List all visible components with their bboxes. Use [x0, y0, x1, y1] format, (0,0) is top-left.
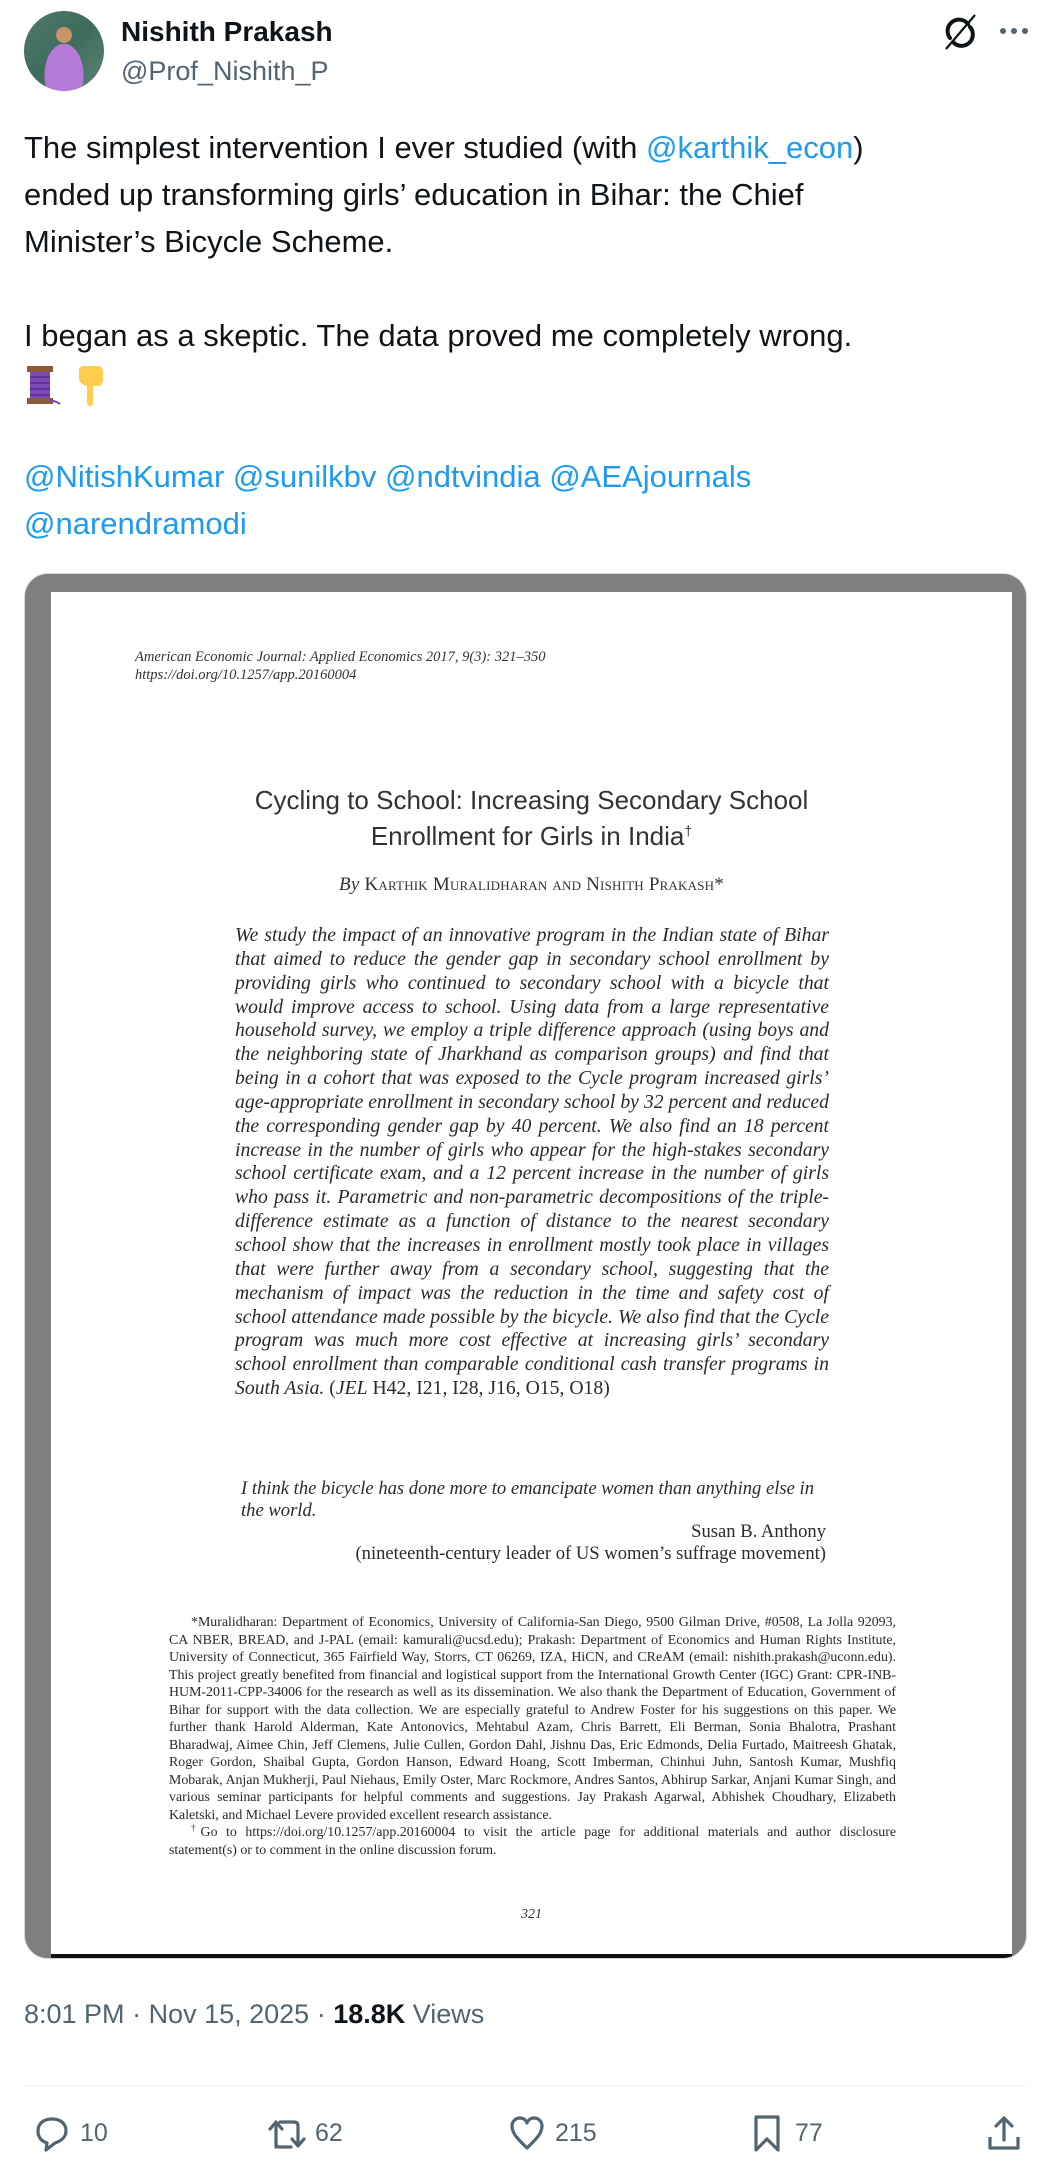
heart-icon: [507, 2113, 547, 2153]
repost-icon: [267, 2113, 307, 2153]
epigraph: I think the bicycle has done more to emancipate women than anything else in the world. Susan B. Anthony (nineteenth-century leader of US women’s suffrage movement): [241, 1478, 826, 1564]
mention-link[interactable]: @karthik_econ: [646, 130, 854, 165]
like-count: 215: [555, 2118, 597, 2147]
paper-footnotes: *Muralidharan: Department of Economics, University of California-San Diego, 9500 Gilman Drive, #0508, La Jolla 92093, CA NBER, BREAD, and J-PAL (email: kamurali@ucsd.edu); Prakash: Department of Economics and Human Rights Institute, University of Connecticut, 365 Fairfield Way, Storrs, CT 06269, IZA, HiCN, and CReAM (email: nishith.prakash@uconn.edu). This project greatly benefited from financial and logistical support from the International Growth Center (IGC) Grant: CPR-INB-HUM-2011-CPP-34006 for the research as well as its dissemination. We also thank the Department of Education, Government of Bihar for support with the data collection. We are especially grateful to Andrew Foster for his suggestions on this paper. We further thank Harold Alderman, Kate Antonovics, Mehtabul Azam, Chris Barrett, Eli Berman, Sonia Bhalotra, Prashant Bharadwaj, Aimee Chin, Jeff Clemens, Julie Cullen, Gordon Dahl, Jishnu Das, Eric Edmonds, Delia Furtado, Maitreesh Ghatak, Roger Gordon, Shaibal Gupta, Gordon Hanson, Edward Hoang, Scott Imberman, Chinhui Juhn, Santosh Kumar, Mushfiq Mobarak, Anjan Mukherji, Paul Niehaus, Emily Oster, Marc Rockmore, Andres Santos, Abhirup Sarkar, Anjani Kumar Singh, and various seminar participants for helpful comments and suggestions. Jay Prakash Agarwal, Abhishek Choudhary, Elizabeth Kaletski, and Michael Levere provided excellent research assistance. †Go to https://doi.org/10.1257/app.20160004 to visit the article page for additional materials and author disclosure statement(s) or to comment in the online discussion forum.: [169, 1615, 896, 1858]
mentions-line-1: [24, 453, 1024, 500]
reply-icon: [32, 2113, 72, 2153]
bookmark-count: 77: [795, 2118, 823, 2147]
more-icon[interactable]: [997, 14, 1031, 48]
author-handle[interactable]: @Prof_Nishith_P: [121, 56, 329, 86]
bookmark-icon: [747, 2113, 787, 2153]
thread-spool-emoji: [24, 364, 62, 406]
tweet-media-image[interactable]: [24, 573, 1027, 1959]
mention-link[interactable]: @narendramodi: [24, 506, 247, 541]
mention-link[interactable]: @sunilkbv: [232, 459, 377, 494]
mention-link[interactable]: @ndtvindia: [385, 459, 541, 494]
reply-button[interactable]: [32, 2105, 108, 2161]
tweet-line-2: ended up transforming girls’ education in Bihar: the Chief: [24, 177, 804, 212]
mentions-line-2: [24, 500, 1024, 547]
page-number: 321: [521, 1907, 542, 1922]
paper-byline: By Karthik Muralidharan and Nishith Prakash*: [339, 874, 724, 895]
mention-link[interactable]: @AEAjournals: [549, 459, 752, 494]
grok-icon[interactable]: [940, 12, 980, 52]
tweet-meta: 8:01 PM · Nov 15, 2025 · 18.8K Views: [24, 1999, 485, 2029]
tweet-time[interactable]: 8:01 PM: [24, 1999, 125, 2029]
divider: [24, 2085, 1027, 2086]
tweet-line-4: I began as a skeptic. The data proved me completely wrong.: [24, 318, 853, 353]
tweet-line-3: Minister’s Bicycle Scheme.: [24, 224, 394, 259]
action-bar: [24, 2105, 1027, 2161]
bookmark-button[interactable]: [747, 2105, 823, 2161]
tweet-text: [24, 124, 1024, 547]
journal-citation: American Economic Journal: Applied Economics 2017, 9(3): 321–350 https://doi.org/10.1257/app.20160004: [135, 649, 546, 683]
repost-count: 62: [315, 2118, 343, 2147]
share-button[interactable]: [984, 2105, 1024, 2161]
emoji-row: [24, 359, 1024, 406]
mention-link[interactable]: @NitishKumar: [24, 459, 225, 494]
author-name[interactable]: Nishith Prakash: [121, 16, 333, 47]
share-icon: [984, 2113, 1024, 2153]
like-button[interactable]: [507, 2105, 597, 2161]
paper-page: [51, 592, 1012, 1958]
paper-abstract: We study the impact of an innovative program in the Indian state of Bihar that aimed to reduce the gender gap in secondary school enrollment by providing girls who continued to secondary school with a bicycle that would improve access to school. Using data from a large representative household survey, we employ a triple difference approach (using boys and the neighboring state of Jharkhand as comparison groups) and find that being in a cohort that was exposed to the Cycle program increased girls’ age-appropriate enrollment in secondary school by 32 percent and reduced the corresponding gender gap by 40 percent. We also find an 18 percent increase in the number of girls who appear for the high-stakes secondary school certificate exam, and a 12 percent increase in the number of girls who pass it. Parametric and non-parametric decompositions of the triple-difference estimate as a function of distance to the nearest secondary school show that the increases in enrollment mostly took place in villages that were further away from a secondary school, suggesting that the mechanism of impact was the reduction in the time and safety cost of school attendance made possible by the bicycle. We also find that the Cycle program was much more cost effective at increasing girls’ secondary school enrollment than comparable conditional cash transfer programs in South Asia. (JEL H42, I21, I28, J16, O15, O18): [235, 924, 829, 1400]
repost-button[interactable]: [267, 2105, 343, 2161]
paper-title: Cycling to School: Increasing Secondary School Enrollment for Girls in India†: [254, 785, 809, 851]
tweet-date[interactable]: Nov 15, 2025: [148, 1999, 310, 2029]
tweet-header: [0, 0, 1051, 100]
avatar[interactable]: [24, 11, 104, 91]
tweet-line-1: The simplest intervention I ever studied (with @karthik_econ): [24, 130, 864, 165]
pointing-down-emoji: [71, 364, 109, 406]
reply-count: 10: [80, 2118, 108, 2147]
jel-codes: (JEL H42, I21, I28, J16, O15, O18): [329, 1377, 610, 1400]
views-count: 18.8K: [333, 1999, 406, 2029]
